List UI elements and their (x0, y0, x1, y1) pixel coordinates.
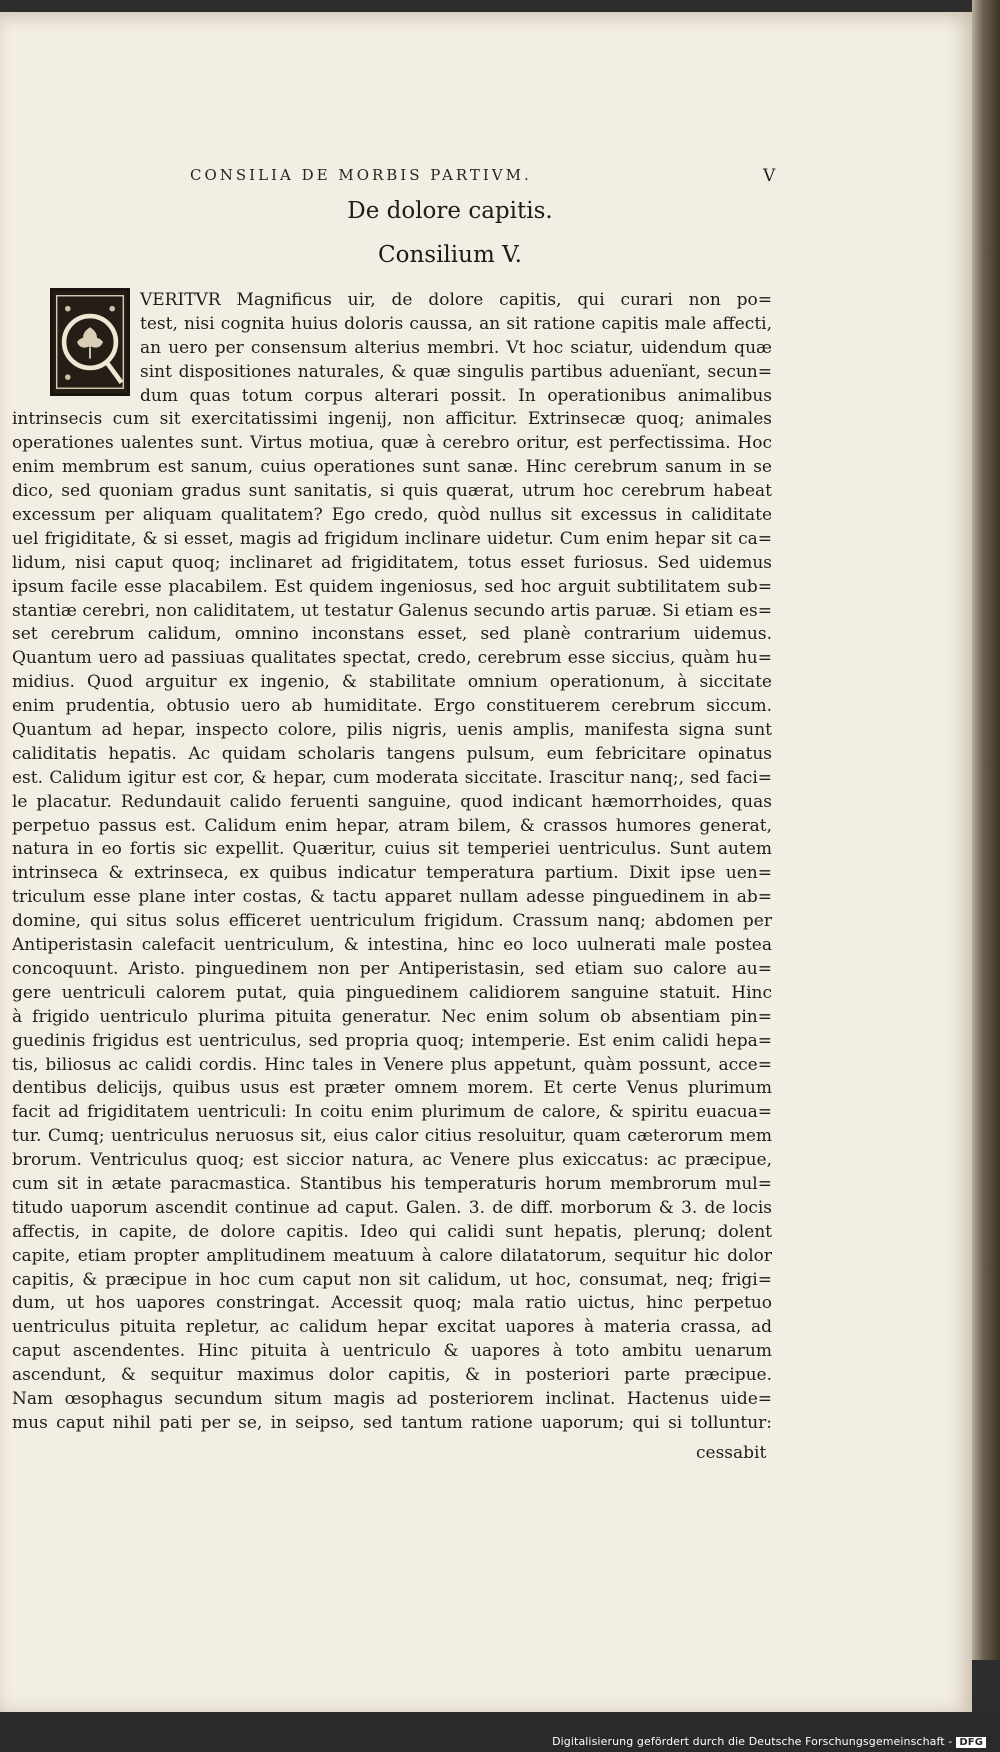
text-line: brorum. Ventriculus quoq; est siccior natura, ac Venere plus exiccatus: ac præcipue, (12, 1150, 772, 1171)
text-line: dum, ut hos uapores constringat. Accessit quoq; mala ratio uictus, hinc perpetuo (12, 1293, 772, 1314)
text-line: an uero per consensum alterius membri. Vt hoc sciatur, uidendum quæ (140, 337, 772, 358)
text-line: concoquunt. Aristo. pinguedinem non per Antiperistasin, sed etiam suo calore au= (12, 958, 772, 979)
text-line: capite, etiam propter amplitudinem meatuum à calore dilatatorum, sequitur hic dolor (12, 1245, 772, 1266)
text-line: ascendunt, & sequitur maximus dolor capitis, & in posteriori parte præcipue. (12, 1365, 772, 1386)
text-line: Antiperistasin calefacit uentriculum, & intestina, hinc eo loco uulnerati male postea (12, 935, 772, 956)
text-line: Nam œsophagus secundum situm magis ad posteriorem inclinat. Hactenus uide= (12, 1388, 772, 1409)
folio-number: V (763, 166, 776, 186)
text-line: enim prudentia, obtusio uero ab humiditate. Ergo constituerem cerebrum siccum. (12, 696, 772, 717)
text-line: facit ad frigiditatem uentriculi: In coitu enim plurimum de calore, & spiritu euacua= (12, 1102, 772, 1123)
text-line: uel frigiditate, & si esset, magis ad frigidum inclinare uidetur. Cum enim hepar sit ca= (12, 528, 772, 549)
text-line: Quantum uero ad passiuas qualitates spectat, credo, cerebrum esse siccius, quàm hu= (12, 648, 772, 669)
text-line: mus caput nihil pati per se, in seipso, sed tantum ratione uaporum; qui si tolluntur: (12, 1412, 772, 1433)
text-line: intrinseca & extrinseca, ex quibus indicatur temperatura partium. Dixit ipse uen= (12, 863, 772, 884)
text-line: enim membrum est sanum, cuius operationes sunt sanæ. Hinc cerebrum sanum in se (12, 457, 772, 478)
text-line: perpetuo passus est. Calidum enim hepar, atram bilem, & crassos humores generat, (12, 815, 772, 836)
text-line: lidum, nisi caput quoq; inclinaret ad frigiditatem, totus esset furiosus. Sed uidemus (12, 552, 772, 573)
text-line: ipsum facile esse placabilem. Est quidem ingeniosus, sed hoc arguit subtilitatem sub= (12, 576, 772, 597)
text-line: à frigido uentriculo plurima pituita generatur. Nec enim solum ob absentiam pin= (12, 1006, 772, 1027)
text-line: tur. Cumq; uentriculus neruosus sit, eius calor citius resoluitur, quam cæterorum mem (12, 1126, 772, 1147)
text-line: dico, sed quoniam gradus sunt sanitatis, si quis quærat, utrum hoc cerebrum habeat (12, 481, 772, 502)
text-line: guedinis frigidus est uentriculus, sed propria quoq; intemperie. Est enim calidi hepa= (12, 1030, 772, 1051)
chapter-subheading: Consilium V. (378, 242, 522, 268)
text-line: capitis, & præcipue in hoc cum caput non sit calidum, ut hoc, consumat, neq; frigi= (12, 1269, 772, 1290)
text-line: uentriculus pituita repletur, ac calidum hepar excitat uapores à materia crassa, ad (12, 1317, 772, 1338)
text-line: VERITVR Magnificus uir, de dolore capitis, qui curari non po= (140, 290, 772, 310)
page-edge (972, 0, 1000, 1660)
text-line: caliditatis hepatis. Ac quidam scholaris tangens pulsum, eum febricitare opinatus (12, 743, 772, 764)
text-line: midius. Quod arguitur ex ingenio, & stabilitate omnium operationum, à siccitate (12, 672, 772, 693)
digitization-footer-bar (0, 1712, 1000, 1752)
catchword: cessabit (696, 1443, 767, 1463)
text-line: test, nisi cognita huius doloris caussa, an sit ratione capitis male affecti, (140, 313, 772, 334)
text-line: dentibus delicijs, quibus usus est præter omnem morem. Et certe Venus plurimum (12, 1078, 772, 1099)
text-line: excessum per aliquam qualitatem? Ego credo, quòd nullus sit excessus in caliditate (12, 505, 772, 526)
text-line: natura in eo fortis sic expellit. Quæritur, cuius sit temperiei uentriculus. Sunt autem (12, 839, 772, 860)
text-line: cum sit in ætate paracmastica. Stantibus his temperaturis horum membrorum mul= (12, 1173, 772, 1194)
footer-credit (552, 1735, 986, 1748)
text-line: caput ascendentes. Hinc pituita à uentriculo & uapores à toto ambitu uenarum (12, 1341, 772, 1362)
text-line: gere uentriculi calorem putat, quia pinguedinem calidiorem sanguine statuit. Hinc (12, 982, 772, 1003)
text-line: titudo uaporum ascendit continue ad caput. Galen. 3. de diff. morborum & 3. de locis (12, 1197, 772, 1218)
chapter-heading: De dolore capitis. (347, 198, 553, 224)
consilium-body-text (12, 289, 772, 1436)
text-line: tis, biliosus ac calidi cordis. Hinc tales in Venere plus appetunt, quàm possunt, acce= (12, 1054, 772, 1075)
dfg-logo: DFG (956, 1737, 986, 1748)
text-line: stantiæ cerebri, non caliditatem, ut testatur Galenus secundo artis paruæ. Si etiam es= (12, 600, 772, 621)
text-line: sint dispositiones naturales, & quæ singulis partibus aduenïant, secun= (140, 361, 772, 382)
text-line: domine, qui situs solus efficeret uentriculum frigidum. Crassum nanq; abdomen per (12, 911, 772, 932)
running-head: CONSILIA DE MORBIS PARTIVM. (190, 166, 532, 184)
text-line: dum quas totum corpus alterari possit. In operationibus animalibus (140, 385, 772, 406)
text-line: Quantum ad hepar, inspecto colore, pilis nigris, uenis amplis, manifesta signa sunt (12, 720, 772, 741)
text-line: le placatur. Redundauit calido feruenti sanguine, quod indicant hæmorrhoides, quas (12, 791, 772, 812)
text-line: operationes ualentes sunt. Virtus motiua, quæ à cerebro oritur, est perfectissima. Hoc (12, 433, 772, 454)
text-line: est. Calidum igitur est cor, & hepar, cum moderata siccitate. Irascitur nanq;, sed faci= (12, 767, 772, 788)
footer-credit-text: Digitalisierung gefördert durch die Deutsche Forschungsgemeinschaft - (552, 1735, 953, 1748)
text-line: intrinsecis cum sit exercitatissimi ingenij, non afficitur. Extrinsecæ quoq; animales (12, 409, 772, 430)
text-line: affectis, in capite, de dolore capitis. Ideo qui calidi sunt hepatis, plerunq; dolent (12, 1221, 772, 1242)
text-line: set cerebrum calidum, omnino inconstans esset, sed planè contrarium uidemus. (12, 624, 772, 645)
text-line: triculum esse plane inter costas, & tactu apparet nullam adesse pinguedinem in ab= (12, 887, 772, 908)
